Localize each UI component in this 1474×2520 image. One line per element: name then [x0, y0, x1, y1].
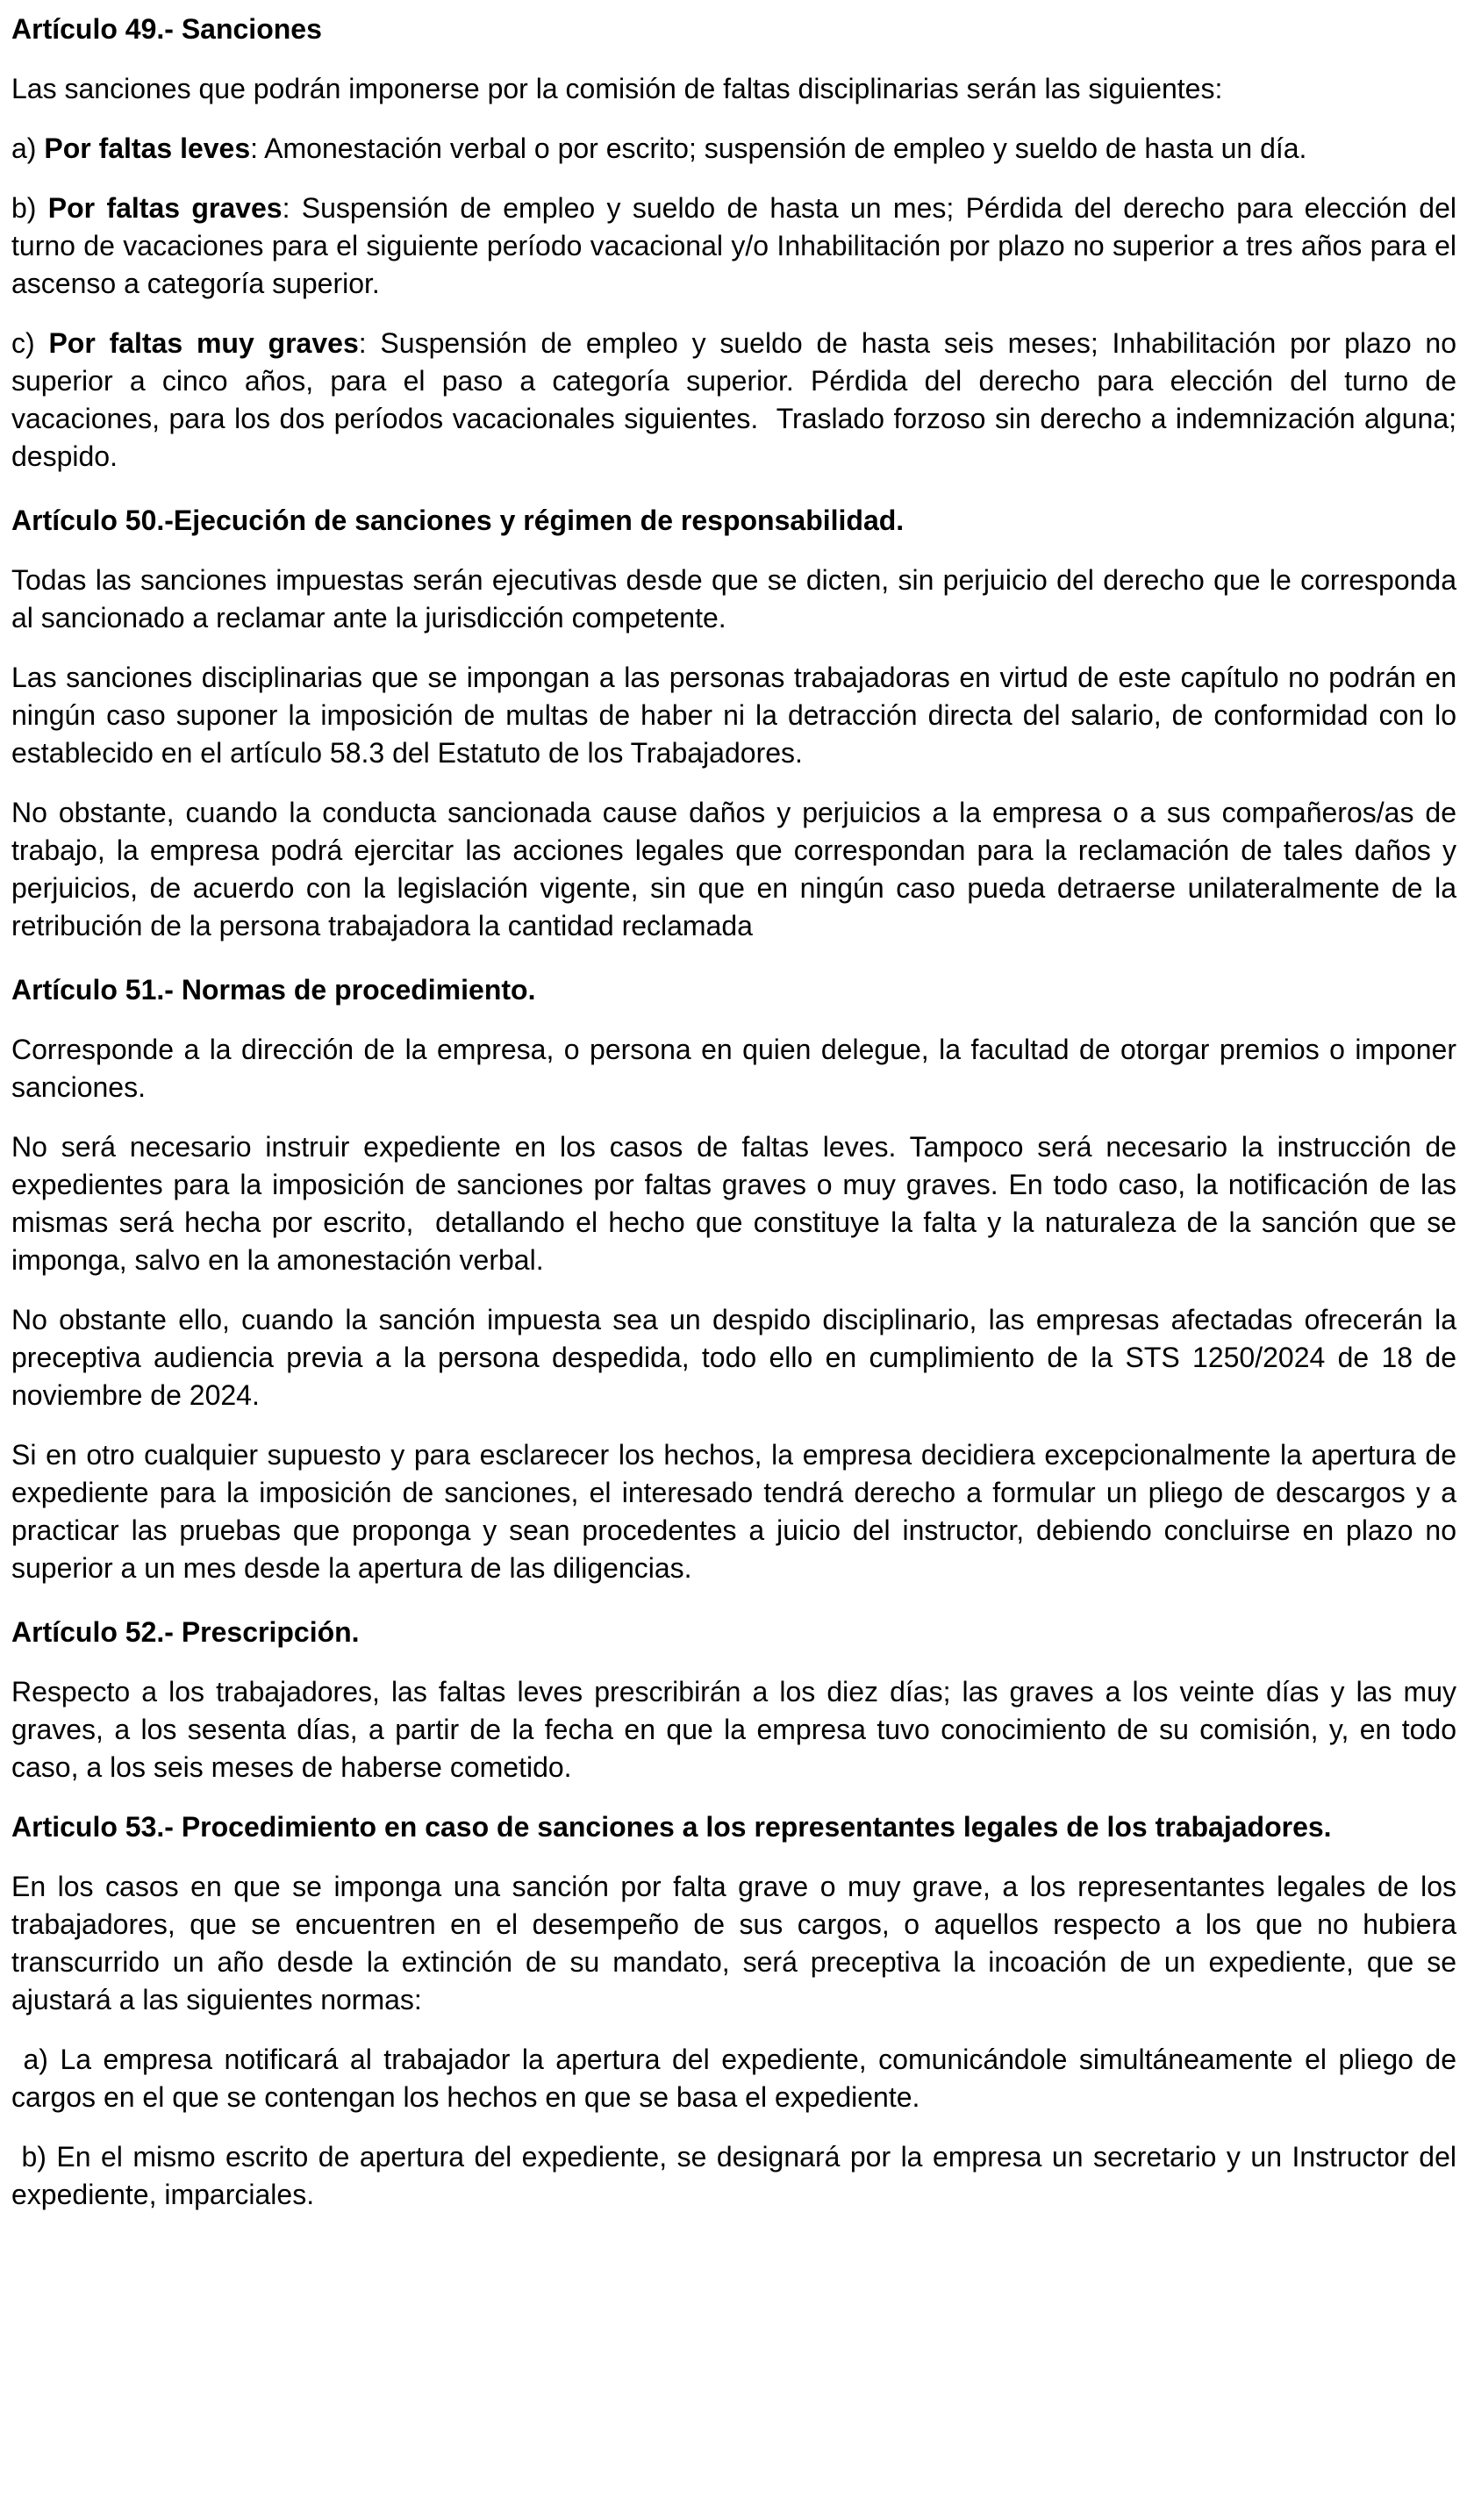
- text-run: : Suspensión de empleo y sueldo de hasta seis meses; Inhabilitación por plazo no superior a cinco años, para el paso a categoría superior. Pérdida del derecho para elección del turno de vacaciones, para los dos períodos vacacionales siguientes. Traslado forzoso sin derecho a indemnización alguna; despido.: [11, 327, 1472, 472]
- bold-run: Artículo 51.- Normas de procedimiento.: [11, 974, 536, 1006]
- bold-run: Artículo 49.- Sanciones: [11, 13, 322, 45]
- paragraph: [11, 794, 1464, 945]
- paragraph: [11, 190, 1464, 303]
- text-run: Si en otro cualquier supuesto y para esclarecer los hechos, la empresa decidiera excepcionalmente la apertura de expediente para la imposición de sanciones, el interesado tendrá derecho a formular un pliego de descargos y a practicar las pruebas que proponga y sean procedentes a juicio del instructor, debiendo concluirse en plazo no superior a un mes desde la apertura de las diligencias.: [11, 1439, 1464, 1584]
- paragraph: [11, 1031, 1464, 1106]
- text-run: c): [11, 327, 49, 359]
- text-run: Las sanciones disciplinarias que se impongan a las personas trabajadoras en virtud de este capítulo no podrán en ningún caso suponer la imposición de multas de haber ni la detracción directa del salario, de conformidad con lo establecido en el artículo 58.3 del Estatuto de los Trabajadores.: [11, 662, 1464, 769]
- bold-run: Por faltas graves: [47, 192, 283, 224]
- paragraph: [11, 659, 1464, 772]
- paragraph: [11, 1301, 1464, 1414]
- bold-run: Articulo 53.- Procedimiento en caso de sanciones a los representantes legales de los trabajadores.: [11, 1811, 1332, 1843]
- bold-run: Artículo 50.-Ejecución de sanciones y régimen de responsabilidad.: [11, 505, 905, 536]
- paragraph: [11, 1128, 1464, 1279]
- text-run: : Amonestación verbal o por escrito; suspensión de empleo y sueldo de hasta un día.: [250, 132, 1307, 164]
- text-run: b): [11, 192, 48, 224]
- text-run: No obstante ello, cuando la sanción impuesta sea un despido disciplinario, las empresas afectadas ofrecerán la preceptiva audiencia previa a la persona despedida, todo ello en cumplimiento de la STS 1250/2024 de 18 de noviembre de 2024.: [11, 1304, 1464, 1411]
- paragraph: [11, 1673, 1464, 1786]
- text-run: Todas las sanciones impuestas serán ejecutivas desde que se dicten, sin perjuicio del derecho que le corresponda al sancionado a reclamar ante la jurisdicción competente.: [11, 564, 1464, 634]
- text-run: Corresponde a la dirección de la empresa, o persona en quien delegue, la facultad de otorgar premios o imponer sanciones.: [11, 1034, 1464, 1103]
- text-run: Respecto a los trabajadores, las faltas leves prescribirán a los diez días; las graves a los veinte días y las muy graves, a los sesenta días, a partir de la fecha en que la empresa tuvo conocimiento de su comisión, y, en todo caso, a los seis meses de haberse cometido.: [11, 1676, 1464, 1783]
- paragraph: [11, 1436, 1464, 1587]
- bold-run: Por faltas leves: [44, 132, 251, 164]
- article-heading: [11, 1808, 1456, 1846]
- paragraph: [11, 70, 1456, 108]
- text-run: No será necesario instruir expediente en los casos de faltas leves. Tampoco será necesario la instrucción de expedientes para la imposición de sanciones por faltas graves o muy graves. En todo caso, la notificación de las mismas será hecha por escrito, detallando el hecho que constituye la falta y la naturaleza de la sanción que se imponga, salvo en la amonestación verbal.: [11, 1131, 1464, 1276]
- text-run: No obstante, cuando la conducta sancionada cause daños y perjuicios a la empresa o a sus compañeros/as de trabajo, la empresa podrá ejercitar las acciones legales que correspondan para la reclamación de tales daños y perjuicios, de acuerdo con la legislación vigente, sin que en ningún caso pueda detraerse unilateralmente de la retribución de la persona trabajadora la cantidad reclamada: [11, 797, 1464, 941]
- text-run: En los casos en que se imponga una sanción por falta grave o muy grave, a los representantes legales de los trabajadores, que se encuentren en el desempeño de sus cargos, o aquellos respecto a los que no hubiera transcurrido un año desde la extinción de su mandato, será preceptiva la incoación de un expediente, que se ajustará a las siguientes normas:: [11, 1871, 1464, 2015]
- text-run: a): [11, 132, 45, 164]
- text-run: b) En el mismo escrito de apertura del expediente, se designará por la empresa un secretario y un Instructor del expediente, imparciales.: [11, 2141, 1464, 2210]
- article-heading: [11, 502, 1456, 540]
- paragraph: [11, 2138, 1464, 2214]
- article-heading: [11, 11, 1456, 48]
- text-run: a) La empresa notificará al trabajador la apertura del expediente, comunicándole simultáneamente el pliego de cargos en el que se contengan los hechos en que se basa el expediente.: [11, 2044, 1464, 2113]
- document-body: [11, 11, 1472, 2214]
- paragraph: [11, 325, 1472, 476]
- text-run: Las sanciones que podrán imponerse por la comisión de faltas disciplinarias serán las siguientes:: [11, 73, 1223, 104]
- paragraph: [11, 562, 1464, 637]
- paragraph: [11, 130, 1456, 168]
- text-run: : Suspensión de empleo y sueldo de hasta un mes; Pérdida del derecho para elección del turno de vacaciones para el siguiente período vacacional y/o Inhabilitación por plazo no superior a tres años para el ascenso a categoría superior.: [11, 192, 1464, 299]
- paragraph: [11, 1868, 1464, 2019]
- article-heading: [11, 971, 1456, 1009]
- paragraph: [11, 2041, 1464, 2116]
- bold-run: Por faltas muy graves: [48, 327, 359, 359]
- article-heading: [11, 1614, 1456, 1651]
- bold-run: Artículo 52.- Prescripción.: [11, 1616, 360, 1648]
